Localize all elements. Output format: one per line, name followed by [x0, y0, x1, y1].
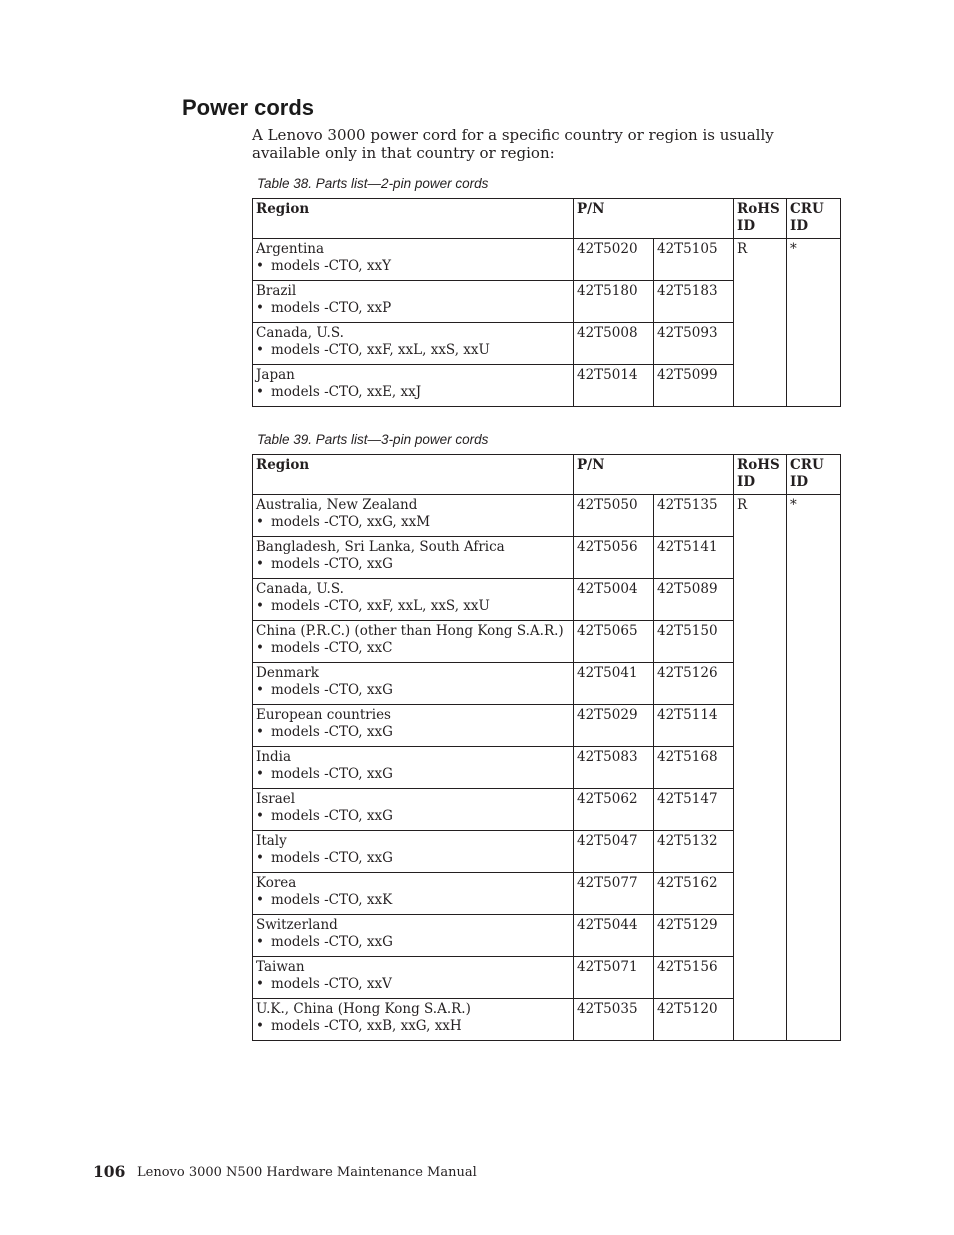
cell-part-number: 42T5180: [574, 281, 654, 323]
region-name: Canada, U.S.: [256, 581, 344, 597]
models-list-item: • models -CTO, xxE, xxJ: [256, 384, 569, 401]
region-name: European countries: [256, 707, 391, 723]
models-list-item: • models -CTO, xxG: [256, 556, 569, 573]
parts-table-3pin: [252, 454, 841, 1041]
table-body: [253, 239, 841, 407]
table-row: [253, 495, 841, 537]
models-list-item: • models -CTO, xxG: [256, 724, 569, 741]
cell-cru-id: *: [787, 239, 841, 407]
cell-part-number: 42T5047: [574, 831, 654, 873]
header-cru-id: CRU ID: [787, 199, 841, 239]
cell-region: [253, 239, 574, 281]
cell-region: [253, 705, 574, 747]
region-name: Bangladesh, Sri Lanka, South Africa: [256, 539, 505, 555]
footer-manual-title: Lenovo 3000 N500 Hardware Maintenance Manual: [137, 1165, 477, 1180]
models-list-item: • models -CTO, xxF, xxL, xxS, xxU: [256, 598, 569, 615]
page-number: 106: [93, 1162, 126, 1181]
table-caption-3pin: Table 39. Parts list—3-pin power cords: [257, 432, 489, 447]
models-list-item: • models -CTO, xxF, xxL, xxS, xxU: [256, 342, 569, 359]
cell-part-number: 42T5014: [574, 365, 654, 407]
cell-region: [253, 365, 574, 407]
header-rohs-id: RoHS ID: [734, 455, 787, 495]
cell-part-number: 42T5071: [574, 957, 654, 999]
cell-region: [253, 957, 574, 999]
region-name: Japan: [256, 367, 295, 383]
cell-region: [253, 663, 574, 705]
models-list-item: • models -CTO, xxG: [256, 934, 569, 951]
cell-part-number: 42T5004: [574, 579, 654, 621]
cell-part-number: 42T5099: [654, 365, 734, 407]
cell-part-number: 42T5120: [654, 999, 734, 1041]
cell-part-number: 42T5008: [574, 323, 654, 365]
cell-part-number: 42T5183: [654, 281, 734, 323]
cell-region: [253, 495, 574, 537]
cell-region: [253, 873, 574, 915]
header-region: Region: [253, 455, 574, 495]
cell-region: [253, 789, 574, 831]
region-name: Taiwan: [256, 959, 305, 975]
cell-part-number: 42T5062: [574, 789, 654, 831]
models-list-item: • models -CTO, xxG, xxM: [256, 514, 569, 531]
cell-region: [253, 999, 574, 1041]
section-heading: Power cords: [182, 95, 315, 120]
models-list-item: • models -CTO, xxG: [256, 766, 569, 783]
models-list-item: • models -CTO, xxY: [256, 258, 569, 275]
models-list-item: • models -CTO, xxC: [256, 640, 569, 657]
header-pn: P/N: [574, 455, 734, 495]
parts-table-2pin: [252, 198, 841, 407]
table-header-row: [253, 455, 841, 495]
cell-part-number: 42T5135: [654, 495, 734, 537]
header-rohs-id: RoHS ID: [734, 199, 787, 239]
cell-part-number: 42T5093: [654, 323, 734, 365]
region-name: Italy: [256, 833, 287, 849]
cell-region: [253, 323, 574, 365]
cell-rohs-id: R: [734, 495, 787, 1041]
cell-part-number: 42T5162: [654, 873, 734, 915]
cell-region: [253, 281, 574, 323]
cell-part-number: 42T5105: [654, 239, 734, 281]
cell-part-number: 42T5156: [654, 957, 734, 999]
models-list-item: • models -CTO, xxG: [256, 850, 569, 867]
cell-part-number: 42T5150: [654, 621, 734, 663]
cell-part-number: 42T5147: [654, 789, 734, 831]
region-name: U.K., China (Hong Kong S.A.R.): [256, 1001, 471, 1017]
region-name: Israel: [256, 791, 296, 807]
cell-part-number: 42T5089: [654, 579, 734, 621]
cell-part-number: 42T5029: [574, 705, 654, 747]
cell-part-number: 42T5141: [654, 537, 734, 579]
header-cru-id: CRU ID: [787, 455, 841, 495]
region-name: Australia, New Zealand: [256, 497, 418, 513]
models-list-item: • models -CTO, xxP: [256, 300, 569, 317]
table-header-row: [253, 199, 841, 239]
models-list-item: • models -CTO, xxB, xxG, xxH: [256, 1018, 569, 1035]
region-name: China (P.R.C.) (other than Hong Kong S.A.R.): [256, 623, 564, 639]
cell-part-number: 42T5129: [654, 915, 734, 957]
region-name: Argentina: [256, 241, 325, 257]
cell-part-number: 42T5077: [574, 873, 654, 915]
cell-part-number: 42T5083: [574, 747, 654, 789]
cell-part-number: 42T5114: [654, 705, 734, 747]
models-list-item: • models -CTO, xxV: [256, 976, 569, 993]
cell-region: [253, 831, 574, 873]
cell-part-number: 42T5035: [574, 999, 654, 1041]
intro-paragraph: A Lenovo 3000 power cord for a specific country or region is usually available only in that country or region:: [252, 126, 774, 162]
cell-region: [253, 621, 574, 663]
cell-cru-id: *: [787, 495, 841, 1041]
region-name: Brazil: [256, 283, 297, 299]
cell-rohs-id: R: [734, 239, 787, 407]
table-row: [253, 239, 841, 281]
cell-part-number: 42T5126: [654, 663, 734, 705]
cell-part-number: 42T5044: [574, 915, 654, 957]
region-name: Denmark: [256, 665, 319, 681]
cell-region: [253, 747, 574, 789]
cell-part-number: 42T5041: [574, 663, 654, 705]
cell-part-number: 42T5132: [654, 831, 734, 873]
models-list-item: • models -CTO, xxG: [256, 808, 569, 825]
cell-region: [253, 537, 574, 579]
table-body: [253, 495, 841, 1041]
cell-part-number: 42T5065: [574, 621, 654, 663]
region-name: Switzerland: [256, 917, 338, 933]
cell-region: [253, 915, 574, 957]
cell-part-number: 42T5050: [574, 495, 654, 537]
cell-part-number: 42T5168: [654, 747, 734, 789]
region-name: Korea: [256, 875, 297, 891]
table-caption-2pin: Table 38. Parts list—2-pin power cords: [257, 176, 489, 191]
header-pn: P/N: [574, 199, 734, 239]
header-region: Region: [253, 199, 574, 239]
region-name: Canada, U.S.: [256, 325, 344, 341]
cell-region: [253, 579, 574, 621]
cell-part-number: 42T5056: [574, 537, 654, 579]
models-list-item: • models -CTO, xxK: [256, 892, 569, 909]
models-list-item: • models -CTO, xxG: [256, 682, 569, 699]
region-name: India: [256, 749, 292, 765]
cell-part-number: 42T5020: [574, 239, 654, 281]
